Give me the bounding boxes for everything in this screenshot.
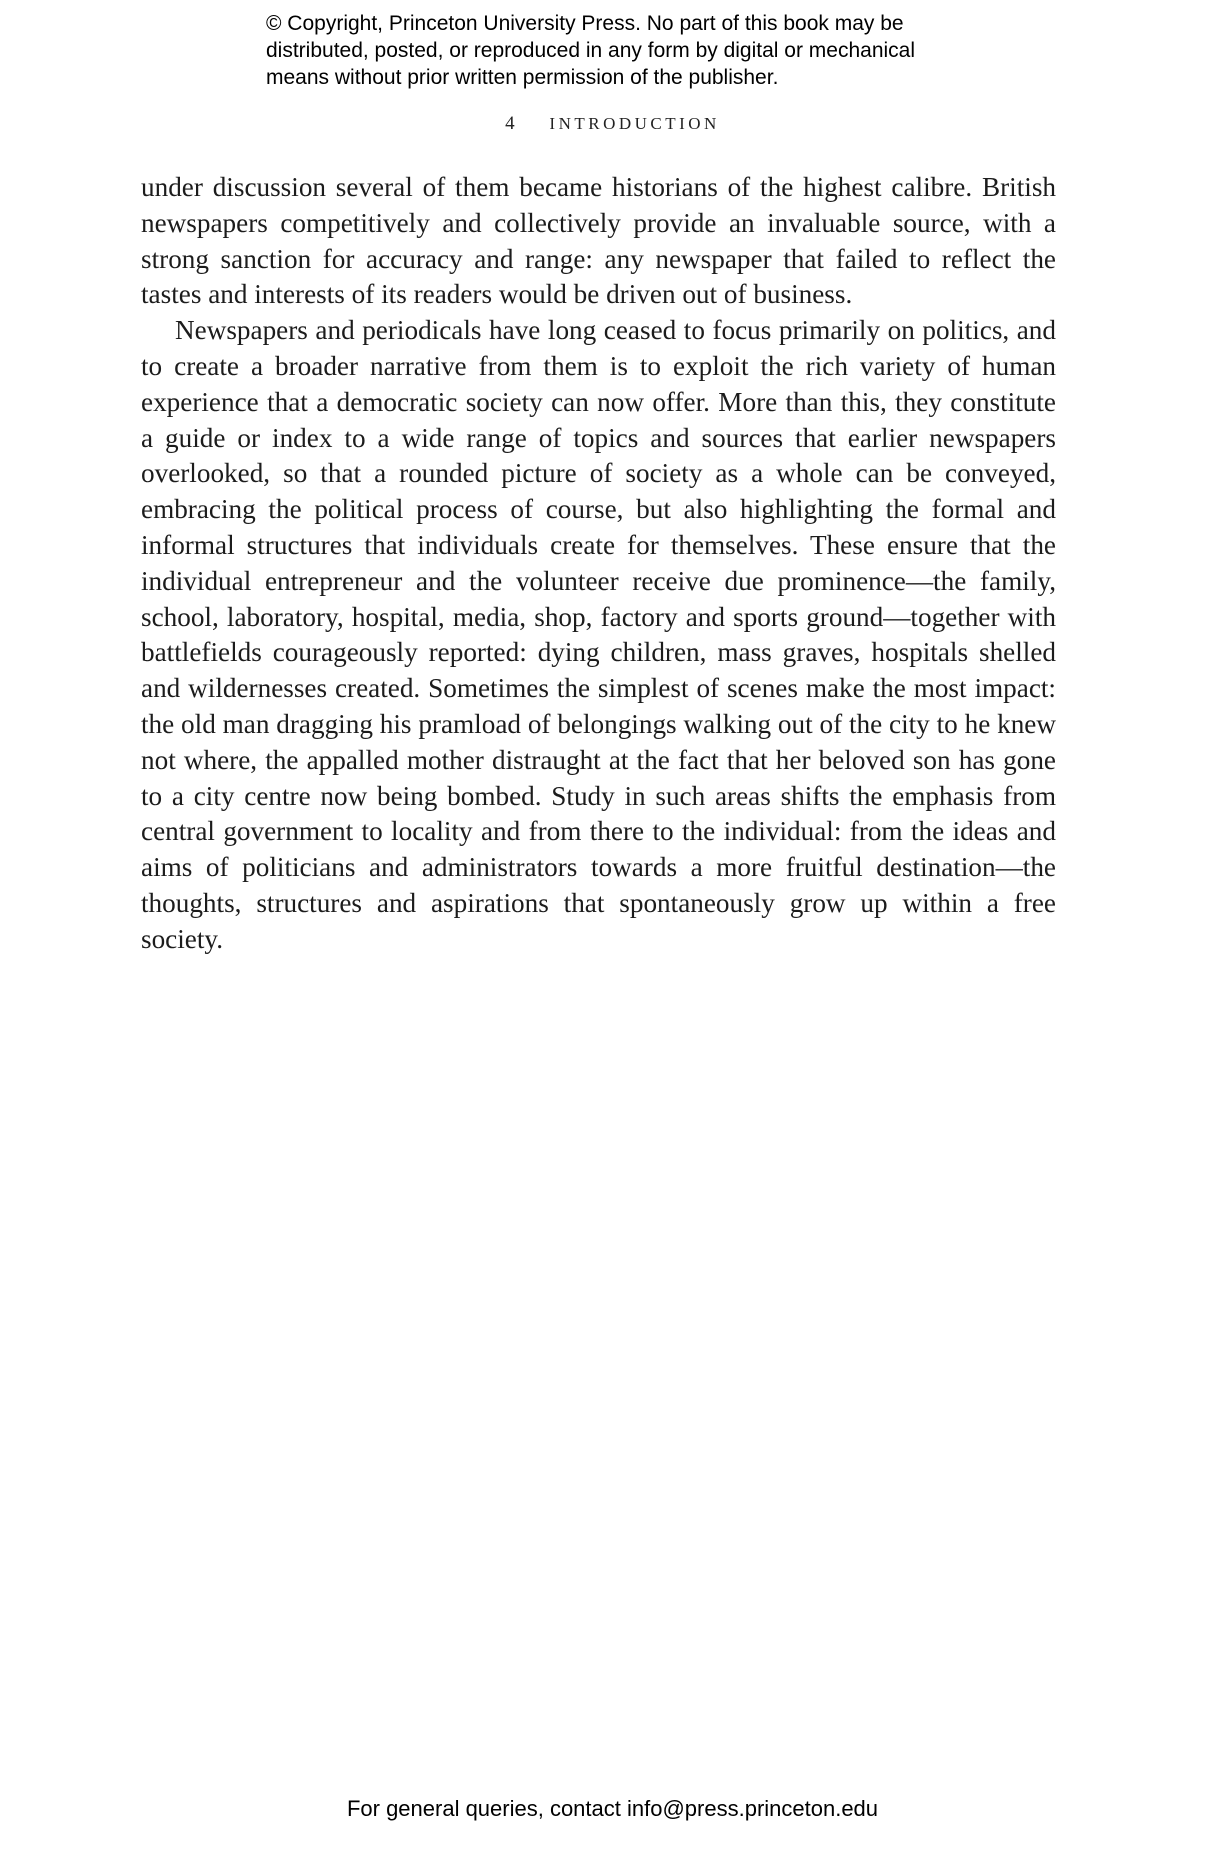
paragraph-1: under discussion several of them became historians of the highest calibre. British newspapers competitively and collectively provide an invaluable source, with a strong sanction for accuracy and range: any newspaper that failed to reflect the tastes and interests of its readers would be driven out of business.: [141, 172, 1056, 310]
copyright-line-2: distributed, posted, or reproduced in any form by digital or mechanical: [266, 39, 916, 62]
chapter-title: INTRODUCTION: [549, 114, 720, 133]
running-head: [0, 113, 1225, 135]
copyright-line-1: © Copyright, Princeton University Press. No part of this book may be: [266, 12, 904, 35]
paragraph-2: Newspapers and periodicals have long ceased to focus primarily on politics, and to create a broader narrative from them is to exploit the rich variety of human experience that a democratic society can now offer. More than this, they constitute a guide or index to a wide range of topics and sources that earlier newspapers overlooked, so that a rounded picture of society as a whole can be conveyed, embracing the political process of course, but also highlighting the formal and informal structures that individuals create for themselves. These ensure that the individual entrepreneur and the volunteer receive due prominence—the family, school, laboratory, hospital, media, shop, factory and sports ground—together with battlefields courageously reported: dying children, mass graves, hospitals shelled and wildernesses created. Sometimes the simplest of scenes make the most impact: the old man dragging his pramload of belongings walking out of the city to he knew not where, the appalled mother distraught at the fact that her beloved son has gone to a city centre now being bombed. Study in such areas shifts the emphasis from central government to locality and from there to the individual: from the ideas and aims of politicians and administrators towards a more fruitful destination—the thoughts, structures and aspirations that spontaneously grow up within a free society.: [141, 315, 1056, 954]
copyright-notice: [266, 10, 986, 91]
body-text: [141, 170, 1056, 958]
footer-contact: For general queries, contact info@press.princeton.edu: [346, 1796, 879, 1821]
page-number: 4: [505, 113, 518, 134]
copyright-line-3: means without prior written permission of the publisher.: [266, 66, 779, 89]
